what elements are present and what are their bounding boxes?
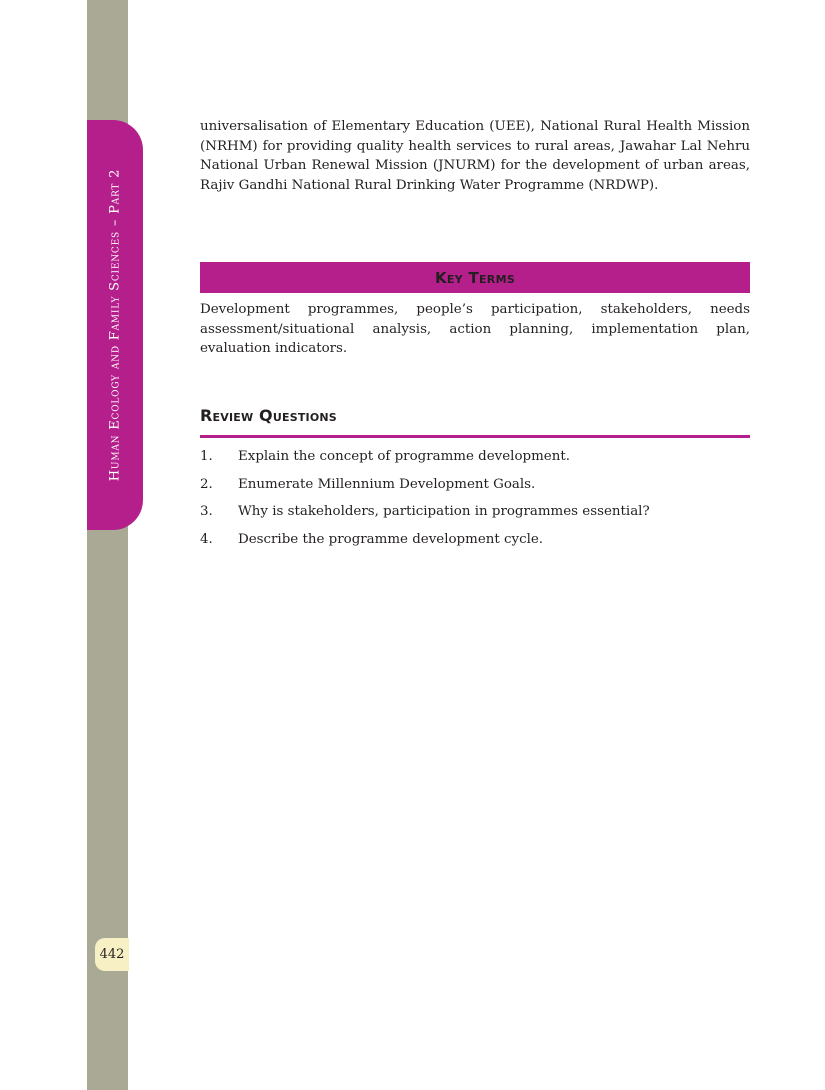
question-number: 3. <box>200 504 213 520</box>
page-number: 442 <box>95 938 129 971</box>
question-item <box>200 475 750 503</box>
question-number: 4. <box>200 532 213 548</box>
running-head: Human Ecology and Family Sciences – Part 2 <box>107 168 123 482</box>
question-item <box>200 502 750 530</box>
question-text: Why is stakeholders, participation in programmes essential? <box>238 504 650 520</box>
review-questions-list <box>200 447 750 558</box>
review-divider <box>200 435 750 438</box>
question-number: 2. <box>200 476 213 492</box>
key-terms-title: Key Terms <box>434 269 516 287</box>
question-text: Describe the programme development cycle. <box>238 532 544 548</box>
question-number: 1. <box>200 449 213 464</box>
intro-paragraph: universalisation of Elementary Education (UEE), National Rural Health Mission (NRHM) for providing quality health services to rural areas, Jawahar Lal Nehru National Urban Renewal Mission (JNURM) for the development of urban areas, Rajiv Gandhi National Rural Drinking Water Programme (NRDWP). <box>200 119 750 193</box>
question-item <box>200 447 750 475</box>
review-questions-title: Review Questions <box>200 406 337 425</box>
key-terms-header <box>200 262 750 293</box>
question-text: Explain the concept of programme development. <box>238 449 570 464</box>
question-text: Enumerate Millennium Development Goals. <box>238 476 536 492</box>
key-terms-text: Development programmes, people’s participation, stakeholders, needs assessment/situational analysis, action planning, implementation plan, evaluation indicators. <box>200 302 750 356</box>
question-item <box>200 530 750 558</box>
